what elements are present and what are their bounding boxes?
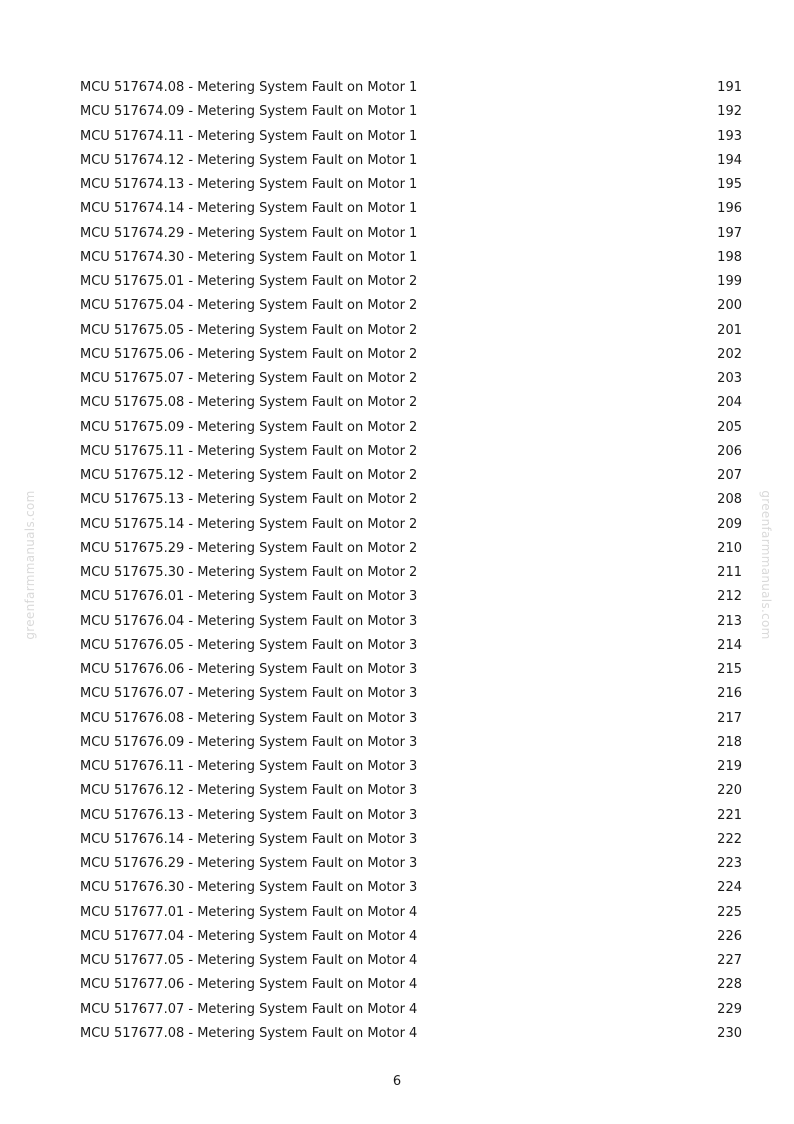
toc-entry[interactable] bbox=[80, 343, 744, 367]
toc-entry[interactable] bbox=[80, 585, 744, 609]
toc-entry-title: MCU 517676.09 - Metering System Fault on Motor 3 bbox=[80, 734, 418, 750]
toc-entry-title: MCU 517675.08 - Metering System Fault on Motor 2 bbox=[80, 395, 418, 411]
toc-entry-title: MCU 517676.08 - Metering System Fault on Motor 3 bbox=[80, 710, 418, 726]
toc-entry[interactable] bbox=[80, 197, 744, 221]
toc-entry-page-number: 230 bbox=[717, 1025, 742, 1041]
toc-entry[interactable] bbox=[80, 634, 744, 658]
toc-entry-page-number: 217 bbox=[717, 710, 742, 726]
toc-entry-title: MCU 517674.13 - Metering System Fault on Motor 1 bbox=[80, 177, 418, 193]
toc-entry[interactable] bbox=[80, 270, 744, 294]
toc-entry-page-number: 226 bbox=[717, 928, 742, 944]
toc-entry[interactable] bbox=[80, 416, 744, 440]
toc-entry-title: MCU 517677.01 - Metering System Fault on Motor 4 bbox=[80, 904, 418, 920]
toc-entry-page-number: 213 bbox=[717, 613, 742, 629]
toc-entry[interactable] bbox=[80, 561, 744, 585]
toc-entry-title: MCU 517674.11 - Metering System Fault on Motor 1 bbox=[80, 128, 418, 144]
toc-entry-page-number: 203 bbox=[717, 371, 742, 387]
toc-entry-title: MCU 517677.04 - Metering System Fault on Motor 4 bbox=[80, 928, 418, 944]
toc-entry-title: MCU 517677.08 - Metering System Fault on Motor 4 bbox=[80, 1025, 418, 1041]
toc-entry-title: MCU 517676.01 - Metering System Fault on Motor 3 bbox=[80, 589, 418, 605]
toc-entry-title: MCU 517676.04 - Metering System Fault on Motor 3 bbox=[80, 613, 418, 629]
toc-entry-page-number: 193 bbox=[717, 128, 742, 144]
toc-entry[interactable] bbox=[80, 246, 744, 270]
toc-entry-page-number: 212 bbox=[717, 589, 742, 605]
toc-entry-page-number: 191 bbox=[717, 80, 742, 96]
toc-entry-page-number: 194 bbox=[717, 152, 742, 168]
toc-entry-page-number: 227 bbox=[717, 953, 742, 969]
toc-entry-page-number: 209 bbox=[717, 516, 742, 532]
toc-entry-page-number: 210 bbox=[717, 540, 742, 556]
toc-entry-page-number: 216 bbox=[717, 686, 742, 702]
toc-entry-page-number: 218 bbox=[717, 734, 742, 750]
toc-entry-title: MCU 517677.05 - Metering System Fault on Motor 4 bbox=[80, 953, 418, 969]
toc-entry-page-number: 204 bbox=[717, 395, 742, 411]
toc-entry-title: MCU 517675.04 - Metering System Fault on Motor 2 bbox=[80, 298, 418, 314]
toc-entry-title: MCU 517675.30 - Metering System Fault on Motor 2 bbox=[80, 565, 418, 581]
toc-entry[interactable] bbox=[80, 610, 744, 634]
toc-entry-title: MCU 517677.06 - Metering System Fault on Motor 4 bbox=[80, 977, 418, 993]
toc-entry-page-number: 195 bbox=[717, 177, 742, 193]
toc-entry-page-number: 192 bbox=[717, 104, 742, 120]
watermark-right: greenfarmmanuals.com bbox=[759, 490, 773, 640]
toc-entry-page-number: 225 bbox=[717, 904, 742, 920]
toc-entry-page-number: 198 bbox=[717, 249, 742, 265]
toc-entry-title: MCU 517674.30 - Metering System Fault on Motor 1 bbox=[80, 249, 418, 265]
toc-entry-page-number: 199 bbox=[717, 274, 742, 290]
toc-entry[interactable] bbox=[80, 949, 744, 973]
toc-entry-title: MCU 517676.12 - Metering System Fault on Motor 3 bbox=[80, 783, 418, 799]
toc-entry[interactable] bbox=[80, 391, 744, 415]
toc-entry-page-number: 197 bbox=[717, 225, 742, 241]
toc-entry-title: MCU 517675.14 - Metering System Fault on Motor 2 bbox=[80, 516, 418, 532]
toc-entry[interactable] bbox=[80, 1022, 744, 1046]
toc-entry-title: MCU 517674.12 - Metering System Fault on Motor 1 bbox=[80, 152, 418, 168]
toc-entry-page-number: 211 bbox=[717, 565, 742, 581]
toc-entry-page-number: 206 bbox=[717, 443, 742, 459]
toc-entry[interactable] bbox=[80, 804, 744, 828]
toc-entry[interactable] bbox=[80, 828, 744, 852]
toc-entry-title: MCU 517676.29 - Metering System Fault on Motor 3 bbox=[80, 856, 418, 872]
toc-entry-page-number: 201 bbox=[717, 322, 742, 338]
toc-entry-title: MCU 517674.09 - Metering System Fault on Motor 1 bbox=[80, 104, 418, 120]
page-number: 6 bbox=[392, 1074, 402, 1089]
toc-entry-page-number: 221 bbox=[717, 807, 742, 823]
toc-entry[interactable] bbox=[80, 125, 744, 149]
toc-entry[interactable] bbox=[80, 173, 744, 197]
toc-entry-title: MCU 517675.06 - Metering System Fault on Motor 2 bbox=[80, 346, 418, 362]
toc-entry-page-number: 222 bbox=[717, 831, 742, 847]
toc-entry[interactable] bbox=[80, 319, 744, 343]
toc-entry-title: MCU 517676.05 - Metering System Fault on Motor 3 bbox=[80, 637, 418, 653]
toc-entry[interactable] bbox=[80, 294, 744, 318]
toc-entry-page-number: 207 bbox=[717, 468, 742, 484]
toc-entry-page-number: 205 bbox=[717, 419, 742, 435]
toc-entry-title: MCU 517676.11 - Metering System Fault on Motor 3 bbox=[80, 759, 418, 775]
toc-entry-page-number: 224 bbox=[717, 880, 742, 896]
toc-entry-title: MCU 517675.01 - Metering System Fault on Motor 2 bbox=[80, 274, 418, 290]
toc-entry[interactable] bbox=[80, 464, 744, 488]
toc-entry-title: MCU 517675.07 - Metering System Fault on Motor 2 bbox=[80, 371, 418, 387]
toc-entry-title: MCU 517676.13 - Metering System Fault on Motor 3 bbox=[80, 807, 418, 823]
toc-entry-title: MCU 517677.07 - Metering System Fault on Motor 4 bbox=[80, 1001, 418, 1017]
toc-entry[interactable] bbox=[80, 100, 744, 124]
toc-entry-title: MCU 517674.14 - Metering System Fault on Motor 1 bbox=[80, 201, 418, 217]
toc-entry-title: MCU 517675.12 - Metering System Fault on Motor 2 bbox=[80, 468, 418, 484]
toc-entry-page-number: 219 bbox=[717, 759, 742, 775]
toc-entry-page-number: 200 bbox=[717, 298, 742, 314]
toc-entry[interactable] bbox=[80, 852, 744, 876]
toc-entry-title: MCU 517676.06 - Metering System Fault on Motor 3 bbox=[80, 662, 418, 678]
toc-entry-title: MCU 517675.13 - Metering System Fault on Motor 2 bbox=[80, 492, 418, 508]
toc-entry[interactable] bbox=[80, 755, 744, 779]
toc-entry[interactable] bbox=[80, 222, 744, 246]
toc-entry[interactable] bbox=[80, 925, 744, 949]
toc-entry-page-number: 228 bbox=[717, 977, 742, 993]
toc-entry-page-number: 223 bbox=[717, 856, 742, 872]
toc-entry-title: MCU 517674.08 - Metering System Fault on Motor 1 bbox=[80, 80, 418, 96]
toc-entry-title: MCU 517675.05 - Metering System Fault on Motor 2 bbox=[80, 322, 418, 338]
toc-entry[interactable] bbox=[80, 367, 744, 391]
watermark-left: greenfarmmanuals.com bbox=[23, 490, 37, 640]
toc-entry[interactable] bbox=[80, 973, 744, 997]
toc-entry-title: MCU 517676.07 - Metering System Fault on Motor 3 bbox=[80, 686, 418, 702]
toc-entry-title: MCU 517675.11 - Metering System Fault on Motor 2 bbox=[80, 443, 418, 459]
toc-entry-title: MCU 517675.09 - Metering System Fault on Motor 2 bbox=[80, 419, 418, 435]
table-of-contents bbox=[80, 76, 744, 1046]
toc-entry-title: MCU 517676.14 - Metering System Fault on Motor 3 bbox=[80, 831, 418, 847]
toc-entry[interactable] bbox=[80, 658, 744, 682]
toc-entry[interactable] bbox=[80, 707, 744, 731]
toc-entry[interactable] bbox=[80, 682, 744, 706]
toc-entry-page-number: 214 bbox=[717, 637, 742, 653]
toc-entry[interactable] bbox=[80, 537, 744, 561]
toc-entry[interactable] bbox=[80, 76, 744, 100]
toc-entry-page-number: 202 bbox=[717, 346, 742, 362]
toc-entry-page-number: 229 bbox=[717, 1001, 742, 1017]
toc-entry[interactable] bbox=[80, 488, 744, 512]
toc-entry-title: MCU 517675.29 - Metering System Fault on Motor 2 bbox=[80, 540, 418, 556]
toc-entry-page-number: 220 bbox=[717, 783, 742, 799]
toc-entry[interactable] bbox=[80, 876, 744, 900]
toc-entry[interactable] bbox=[80, 998, 744, 1022]
toc-entry[interactable] bbox=[80, 731, 744, 755]
toc-entry-page-number: 196 bbox=[717, 201, 742, 217]
toc-entry-page-number: 215 bbox=[717, 662, 742, 678]
toc-entry-page-number: 208 bbox=[717, 492, 742, 508]
toc-entry[interactable] bbox=[80, 149, 744, 173]
toc-entry[interactable] bbox=[80, 901, 744, 925]
toc-entry-title: MCU 517674.29 - Metering System Fault on Motor 1 bbox=[80, 225, 418, 241]
toc-entry[interactable] bbox=[80, 779, 744, 803]
toc-entry-title: MCU 517676.30 - Metering System Fault on Motor 3 bbox=[80, 880, 418, 896]
toc-entry[interactable] bbox=[80, 513, 744, 537]
toc-entry[interactable] bbox=[80, 440, 744, 464]
